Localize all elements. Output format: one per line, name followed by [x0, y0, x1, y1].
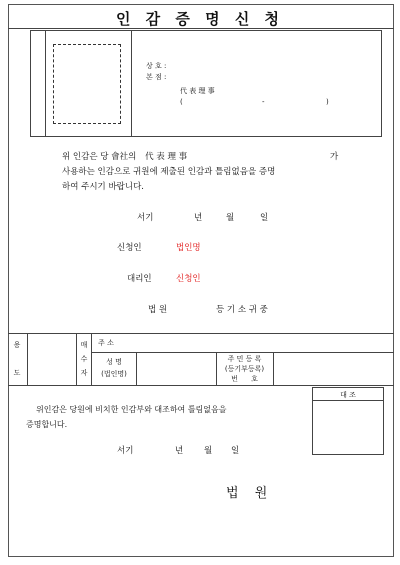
use-label-top: 용: [13, 341, 21, 349]
statement-suffix: 가: [330, 152, 339, 162]
form-title: 인 감 증 명 신 청: [115, 10, 285, 28]
use-label-bottom: 도: [13, 369, 21, 377]
applicant-value[interactable]: 법인명: [176, 243, 201, 253]
id-label-2: (등기부등록): [224, 365, 265, 373]
agent-value[interactable]: 신청인: [176, 274, 201, 284]
statement-prefix: 위 인감은 당 會社의: [62, 152, 137, 162]
table-vline-6: [273, 352, 274, 385]
name-label-2: (법인명): [101, 370, 127, 378]
buyer-char-1: 매: [80, 341, 88, 349]
table-vline-4: [136, 352, 137, 385]
date-year-label: 서기: [137, 213, 154, 223]
representative-label: 代 表 理 事: [180, 87, 215, 95]
table-bottom-line: [8, 385, 394, 386]
statement-line-2: 사용하는 인감으로 귀원에 제출된 인감과 틀림없음을 증명: [62, 167, 276, 177]
cert-court-label: 법 원: [226, 486, 274, 501]
statement-role: 代 表 理 事: [145, 152, 188, 162]
head-office-label: 본 점 :: [146, 73, 167, 81]
cert-date-m-label: 월: [204, 446, 213, 456]
compare-box-divider: [312, 400, 384, 401]
date-y-label: 년: [194, 213, 203, 223]
cert-date-d-label: 일: [231, 446, 240, 456]
name-label-1: 성 명: [106, 358, 122, 366]
table-top-line: [8, 333, 394, 334]
date-m-label: 월: [226, 213, 235, 223]
id-label-1: 주 민 등 록: [227, 355, 262, 363]
buyer-char-3: 자: [80, 369, 88, 377]
date-d-label: 일: [260, 213, 269, 223]
applicant-label: 신청인: [117, 243, 142, 253]
seal-divider-right: [131, 30, 132, 137]
cert-date-year-label: 서기: [117, 446, 134, 456]
certification-line-1: 위인감은 당원에 비치한 인감부와 대조하여 틀림없음을: [36, 405, 227, 414]
paren-open: (: [180, 98, 183, 106]
registry-label: 등 기 소 귀 중: [216, 305, 268, 315]
seal-divider-left: [45, 30, 46, 137]
table-vline-1: [27, 333, 28, 385]
dash: -: [262, 98, 265, 106]
statement-line-3: 하여 주시기 바랍니다.: [62, 182, 145, 192]
compare-label: 대 조: [340, 391, 356, 399]
certification-line-2: 증명합니다.: [26, 420, 68, 429]
address-label: 주 소: [98, 339, 114, 347]
title-divider: [8, 28, 394, 29]
id-label-3: 번 호: [231, 375, 258, 383]
buyer-char-2: 수: [80, 355, 88, 363]
agent-label: 대리인: [127, 274, 152, 284]
seal-impression-area[interactable]: [53, 44, 121, 124]
court-label: 법 원: [148, 305, 168, 315]
trade-name-label: 상 호 :: [146, 62, 167, 70]
statement-line-1: [62, 150, 362, 165]
cert-date-y-label: 년: [175, 446, 184, 456]
paren-close: ): [326, 98, 329, 106]
